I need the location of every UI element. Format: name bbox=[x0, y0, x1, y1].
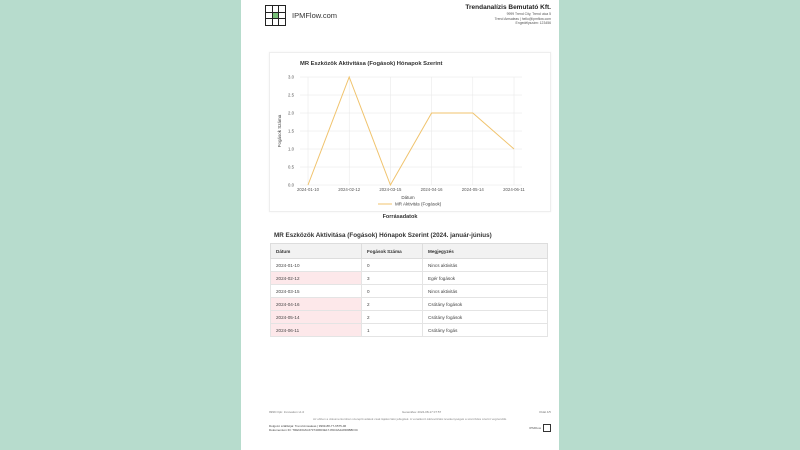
col-header-date: Dátum bbox=[271, 244, 362, 259]
y-axis-label: Fogások Száma bbox=[277, 114, 282, 148]
company-address: 9999 Trend City, Trend utca 5 bbox=[506, 12, 551, 16]
cell-count: 1 bbox=[362, 324, 423, 337]
chart-card bbox=[269, 52, 551, 212]
cell-count: 2 bbox=[362, 311, 423, 324]
x-axis-label: Dátum bbox=[401, 195, 415, 200]
company-info bbox=[465, 4, 551, 26]
x-tick-label: 2024-01-10 bbox=[297, 187, 319, 192]
cell-note: Nincs aktivitás bbox=[423, 259, 548, 272]
table-row bbox=[271, 311, 548, 324]
legend-label: MR Aktivitás (Fogások) bbox=[395, 201, 442, 207]
table-row bbox=[271, 298, 548, 311]
chart-title: MR Eszközök Aktivitása (Fogások) Hónapok Szerint bbox=[300, 61, 443, 67]
ipmflow-mini-logo-icon bbox=[543, 424, 551, 432]
cell-count: 0 bbox=[362, 285, 423, 298]
brand-name: IPMFlow.com bbox=[292, 11, 338, 20]
table-row bbox=[271, 259, 548, 272]
footer-left: 9999 Optr. Innovation v1.0 bbox=[269, 410, 305, 414]
footer-brand: IPMFlow bbox=[529, 426, 541, 430]
x-tick-label: 2024-06-11 bbox=[503, 187, 525, 192]
table-row bbox=[271, 272, 548, 285]
y-tick-label: 2.5 bbox=[288, 92, 294, 98]
cell-note: Csótány fogások bbox=[423, 311, 548, 324]
company-contact: Trend Amsaleas | hello@ipmflow.com bbox=[494, 16, 551, 21]
cell-count: 2 bbox=[362, 298, 423, 311]
cell-date: 2024-06-11 bbox=[271, 324, 362, 337]
company-license: Engedélyszám: 123456 bbox=[515, 21, 551, 26]
table-row bbox=[271, 285, 548, 298]
cell-date: 2024-02-12 bbox=[271, 272, 362, 285]
footer-generated: Generálva: 2024-08-17 07:57 bbox=[401, 410, 442, 414]
cell-note: Egér fogások bbox=[423, 272, 548, 285]
footer-disclaimer: Az ebben a dokumentumban szereplő adatok csak tájékoztató jellegűek. A vonatkozó kártevőirtási tevékenységek a szerződés szerint végzendők. bbox=[313, 417, 507, 421]
x-tick-label: 2024-03-15 bbox=[379, 187, 402, 192]
y-tick-label: 1.5 bbox=[288, 128, 294, 134]
col-header-count: Fogások Száma bbox=[362, 244, 423, 259]
data-table bbox=[270, 243, 548, 337]
y-tick-label: 3.0 bbox=[288, 74, 294, 80]
report-page bbox=[241, 0, 559, 450]
col-header-note: Megjegyzés bbox=[423, 244, 548, 259]
company-name: Trendanalízis Bemutató Kft. bbox=[465, 4, 551, 11]
cell-date: 2024-04-16 bbox=[271, 298, 362, 311]
cell-note: Csótány fogások bbox=[423, 298, 548, 311]
y-tick-label: 1.0 bbox=[288, 146, 294, 152]
cell-note: Csótány fogás bbox=[423, 324, 548, 337]
ipmflow-logo-icon bbox=[265, 5, 286, 26]
table-row bbox=[271, 324, 548, 337]
x-tick-label: 2024-05-14 bbox=[461, 187, 484, 192]
x-tick-label: 2024-02-12 bbox=[338, 187, 361, 192]
cell-date: 2024-05-14 bbox=[271, 311, 362, 324]
y-tick-label: 0.0 bbox=[288, 182, 294, 188]
y-tick-label: 2.0 bbox=[288, 110, 294, 116]
cell-date: 2024-03-15 bbox=[271, 285, 362, 298]
table-title: MR Eszközök Aktivitása (Fogások) Hónapok Szerint (2024. január-június) bbox=[274, 232, 492, 239]
cell-count: 0 bbox=[362, 259, 423, 272]
y-tick-label: 0.5 bbox=[288, 164, 294, 170]
x-tick-label: 2024-04-16 bbox=[420, 187, 443, 192]
cell-date: 2024-01-10 bbox=[271, 259, 362, 272]
page-footer bbox=[269, 410, 551, 432]
sources-heading: Forrásadatok bbox=[382, 214, 418, 220]
footer-document-id: Dokumentum ID: TRENDGM-6737406D3E17-89C0A2A8D9B8F3C bbox=[269, 428, 358, 432]
footer-contact: Dolgozó szállítójai: Trend Amsaleas | 9999-88-77-6575-96 bbox=[269, 424, 347, 428]
table-header-row bbox=[271, 244, 548, 259]
line-chart bbox=[270, 53, 550, 211]
cell-count: 3 bbox=[362, 272, 423, 285]
cell-note: Nincs aktivitás bbox=[423, 285, 548, 298]
footer-page-number: Oldal 4/5 bbox=[538, 410, 551, 414]
